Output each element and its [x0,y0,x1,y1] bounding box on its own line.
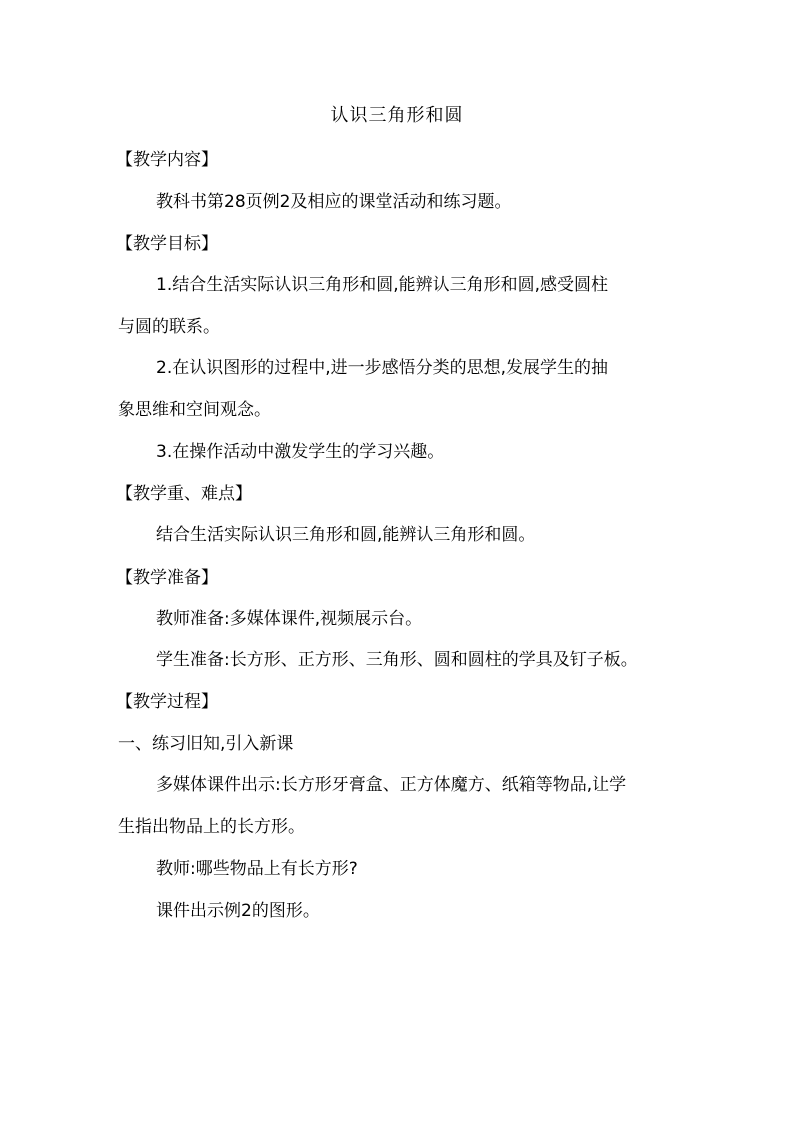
paragraph-line: 课件出示例2的图形。 [156,901,320,921]
paragraph-line: 教科书第28页例2及相应的课堂活动和练习题。 [156,192,512,212]
section-heading-content: 【教学内容】 [116,150,218,170]
section-heading-objectives: 【教学目标】 [116,234,218,254]
paragraph-line: 生指出物品上的长方形。 [118,817,305,837]
document-title: 认识三角形和圆 [330,105,464,126]
paragraph-line: 3.在操作活动中激发学生的学习兴趣。 [156,442,445,462]
paragraph-line: 与圆的联系。 [118,317,220,337]
paragraph-line: 教师准备:多媒体课件,视频展示台。 [156,609,423,629]
paragraph-line: 结合生活实际认识三角形和圆,能辨认三角形和圆。 [156,525,536,545]
paragraph-line: 象思维和空间观念。 [118,400,271,420]
paragraph-line: 1.结合生活实际认识三角形和圆,能辨认三角形和圆,感受圆柱 [156,275,609,295]
paragraph-line: 多媒体课件出示:长方形牙膏盒、正方体魔方、纸箱等物品,让学 [156,775,627,795]
section-heading-key-points: 【教学重、难点】 [116,484,252,504]
paragraph-line: 教师:哪些物品上有长方形? [156,859,358,879]
section-heading-preparation: 【教学准备】 [116,568,218,588]
paragraph-line: 学生准备:长方形、正方形、三角形、圆和圆柱的学具及钉子板。 [156,650,638,670]
subsection-heading: 一、练习旧知,引入新课 [118,734,294,754]
paragraph-line: 2.在认识图形的过程中,进一步感悟分类的思想,发展学生的抽 [156,358,609,378]
section-heading-process: 【教学过程】 [116,692,218,712]
